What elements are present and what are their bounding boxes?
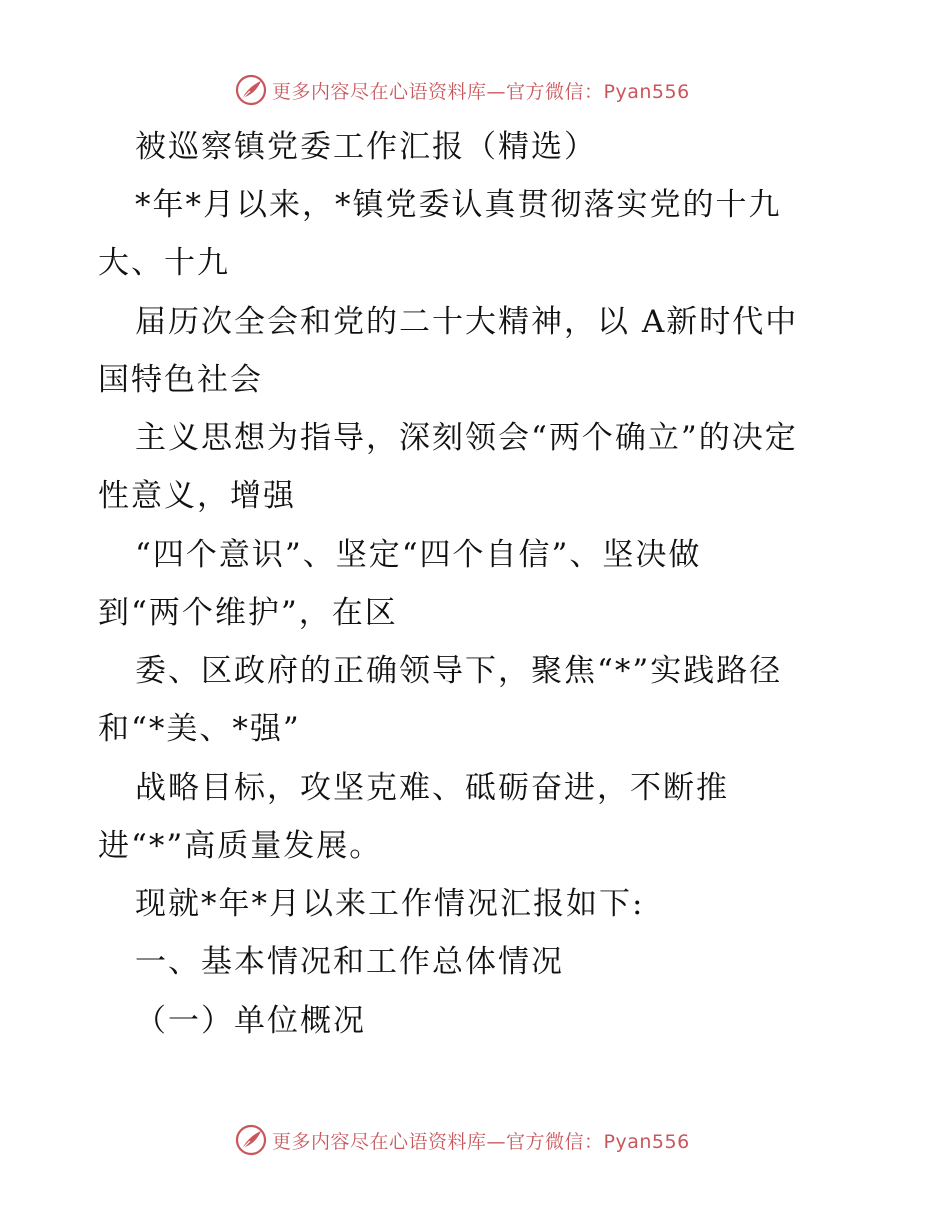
subsection-heading: （一）单位概况 bbox=[135, 1003, 366, 1039]
doc-line: 国特色社会 bbox=[98, 362, 263, 398]
doc-line: *年*月以来，*镇党委认真贯彻落实党的十九 bbox=[135, 187, 782, 223]
doc-line: 进“*”高质量发展。 bbox=[98, 828, 383, 864]
section-heading: 一、基本情况和工作总体情况 bbox=[135, 944, 564, 980]
watermark-text: 更多内容尽在心语资料库—官方微信：Pyan556 bbox=[272, 80, 690, 103]
feather-pen-logo-icon bbox=[234, 1123, 268, 1157]
feather-pen-logo-icon bbox=[234, 73, 268, 107]
doc-line: 性意义，增强 bbox=[98, 478, 296, 514]
doc-title: 被巡察镇党委工作汇报（精选） bbox=[135, 129, 597, 165]
watermark-footer bbox=[234, 1122, 714, 1158]
doc-line: 届历次全会和党的二十大精神，以 A新时代中 bbox=[135, 304, 799, 340]
watermark-text: 更多内容尽在心语资料库—官方微信：Pyan556 bbox=[272, 1130, 690, 1153]
doc-line: 大、十九 bbox=[98, 245, 230, 281]
doc-line: 到“两个维护”，在区 bbox=[98, 595, 398, 631]
doc-line: 委、区政府的正确领导下，聚焦“*”实践路径 bbox=[135, 653, 783, 689]
doc-line: 现就*年*月以来工作情况汇报如下: bbox=[135, 886, 645, 922]
doc-line: 主义思想为指导，深刻领会“两个确立”的决定 bbox=[135, 420, 798, 456]
doc-line: “四个意识”、坚定“四个自信”、坚决做 bbox=[135, 537, 702, 573]
doc-line: 战略目标，攻坚克难、砥砺奋进，不断推 bbox=[135, 770, 729, 806]
watermark-header bbox=[234, 72, 714, 108]
doc-line: 和“*美、*强” bbox=[98, 711, 301, 747]
